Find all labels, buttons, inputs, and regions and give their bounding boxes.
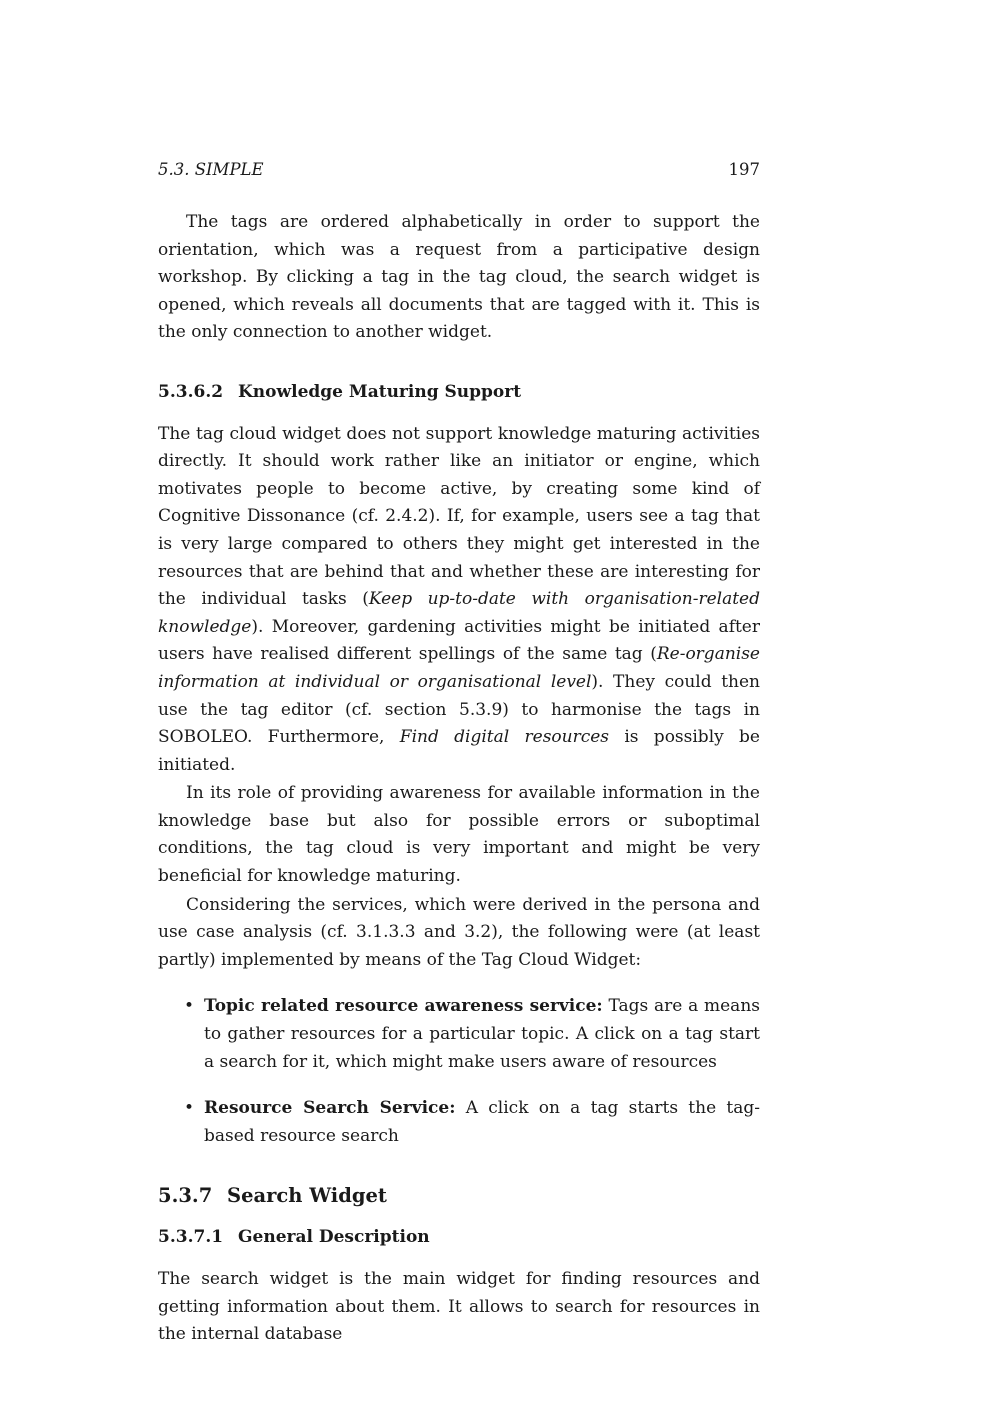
list-item-text: A click on a tag starts the tag-based resource search bbox=[204, 1098, 760, 1146]
section-heading-search-widget bbox=[158, 1182, 760, 1210]
emphasis-reorganise-information: Re-organise information at individual or organisational level bbox=[158, 644, 760, 692]
emphasis-keep-up-to-date: Keep up-to-date with organisation-related knowledge bbox=[158, 589, 760, 637]
bullet-icon: • bbox=[184, 1098, 195, 1119]
list-item bbox=[158, 993, 760, 1076]
bullet-icon: • bbox=[184, 996, 195, 1017]
list-item-term: Topic related resource awareness service: bbox=[204, 996, 603, 1017]
paragraph-maturing-support: The tag cloud widget does not support knowledge maturing activities directly. It should work rather like an initiator or engine, which motivates people to become active, by creating some kind of Cognitive Dissonance (cf. 2.4.2). If, for example, users see a tag that is very large compared to others they might get interested in the resources that are behind that and whether these are interesting for the individual tasks (Keep up-to-date with organisation-related knowledge). Moreover, gardening activities might be initiated after users have realised different spellings of the same tag (Re-organise information at individual or organisational level). They could then use the tag editor (cf. section 5.3.9) to harmonise the tags in SOBOLEO. Furthermore, Find digital resources is possibly be initiated. bbox=[158, 423, 760, 775]
body-text bbox=[158, 209, 760, 1349]
page-number: 197 bbox=[728, 160, 760, 179]
list-item bbox=[158, 1095, 760, 1150]
emphasis-find-digital-resources: Find digital resources bbox=[399, 727, 610, 748]
section-number: 5.3.7 bbox=[158, 1184, 213, 1208]
paragraph-tag-order: The tags are ordered alphabetically in order to support the orientation, which was a request from a participative design workshop. By clicking a tag in the tag cloud, the search widget is opened, which reveals all documents that are tagged with it. This is the only connection to another widget. bbox=[158, 212, 760, 343]
services-list bbox=[158, 993, 760, 1150]
section-title: Knowledge Maturing Support bbox=[238, 381, 522, 402]
section-number: 5.3.6.2 bbox=[158, 381, 224, 402]
list-item-text: Tags are a means to gather resources for a particular topic. A click on a tag start a search for it, which might make users aware of resources bbox=[204, 996, 760, 1072]
section-title: General Description bbox=[238, 1227, 430, 1248]
paragraph-search-widget: The search widget is the main widget for finding resources and getting information about them. It allows to search for resources in the internal database bbox=[158, 1269, 760, 1345]
page-header bbox=[158, 160, 760, 184]
section-heading-general-description bbox=[158, 1224, 760, 1252]
running-head: 5.3. SIMPLE bbox=[158, 160, 264, 179]
section-number: 5.3.7.1 bbox=[158, 1227, 224, 1248]
section-title: Search Widget bbox=[227, 1184, 387, 1208]
section-heading-knowledge-maturing-support bbox=[158, 379, 760, 407]
paragraph-services: Considering the services, which were derived in the persona and use case analysis (cf. 3.1.3.3 and 3.2), the following were (at least partly) implemented by means of the Tag Cloud Widget: bbox=[158, 894, 760, 970]
list-item-term: Resource Search Service: bbox=[204, 1098, 456, 1119]
paragraph-awareness-role: In its role of providing awareness for available information in the knowledge base but also for possible errors or suboptimal conditions, the tag cloud is very important and might be very beneficial for knowledge maturing. bbox=[158, 783, 760, 887]
